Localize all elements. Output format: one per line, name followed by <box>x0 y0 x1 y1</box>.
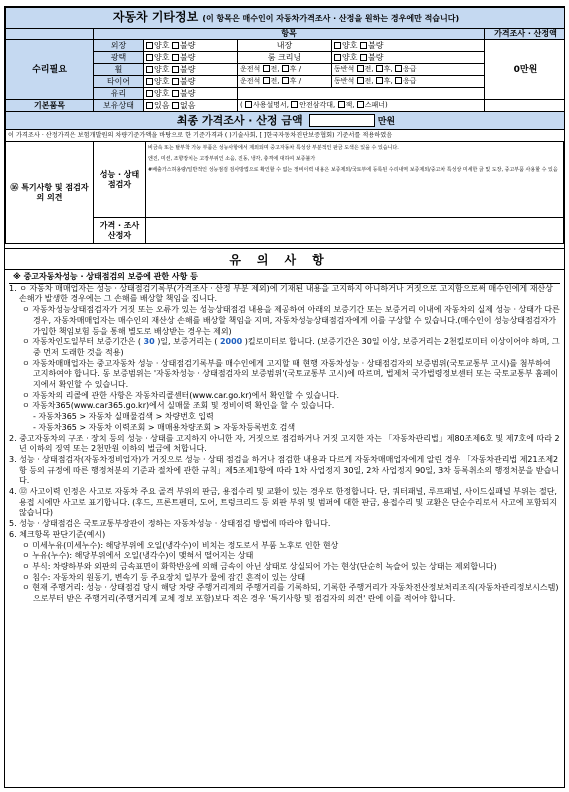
checkbox-exterior-good[interactable] <box>146 42 153 49</box>
checkbox-none[interactable] <box>172 102 179 109</box>
checkbox-manual[interactable] <box>245 101 252 108</box>
col-item-header: 항목 <box>94 29 485 40</box>
opinion-line: #배출가스허용량/일반적인 성능점검 검사방법으로 확인할 수 없는 정비이력 내용은 보증제외/국토부에 등록된 수리내역 보증제외/중고차 특성상 미세한 긁 및 도장, 중고부품 사용할 수 있음 <box>148 167 558 173</box>
repair-price: 0만원 <box>485 40 566 100</box>
notice-item: ㅇ 자동차의 리콜에 관한 사항은 자동차리콜센터(www.car.go.kr)에서 확인할 수 있습니다. <box>22 390 340 400</box>
notice-item: ㅇ 자동차365(www.car365.go.kr)에서 실매물 조회 및 정비이력 확인을 할 수 있습니다. <box>22 401 335 411</box>
final-price-row <box>6 112 566 130</box>
basic-items-label: 기본품목 <box>6 100 94 112</box>
final-price-unit: 만원 <box>377 117 396 127</box>
final-price-input[interactable] <box>309 114 375 127</box>
special-notes-label: ⑯ 특기사항 및 점검자의 의견 <box>6 142 94 244</box>
checkbox-exterior-bad[interactable] <box>172 42 179 49</box>
notice-item: ㅇ 자동차인도일부터 보증기간은 ( 30 )일, 보증거리는 ( 2000 )킬로미터로 합니다. (보증기간은 30일 이상, 보증거리는 2천킬로미터 이상이어야 하며, 그 중 먼저 도래한 것을 적용) <box>22 337 560 357</box>
notice-subitem: - 자동차365 > 자동차 이력조회 > 매매용차량조회 > 자동차등록번호 검색 <box>33 422 296 432</box>
checkbox-wheel-bad[interactable] <box>172 66 179 73</box>
checkbox-tire-good[interactable] <box>146 78 153 85</box>
section-title <box>6 8 566 29</box>
price-basis-note: 이 가격조사 · 산정가격은 보험개발원의 차량기준가액을 바탕으로 한 기준가격과 ( )기술사회, [ ]한국자동차진단보증협회) 기준서를 적용하였음 <box>6 130 566 142</box>
checkbox-have[interactable] <box>146 102 153 109</box>
wheel-label: 휠 <box>94 64 144 76</box>
price-assessor-label: 가격 · 조사 산정자 <box>94 218 146 244</box>
interior-label: 내장 <box>238 40 332 52</box>
notice-item: 4. ⑫ 사고이력 인정은 사고로 자동차 주요 골격 부위의 판금, 용접수리 및 교환이 있는 경우로 한정합니다. 단, 쿼터패널, 루프패널, 사이드실패널 부위는 절단, 용접 시에만 사고로 표기합니다. (후드, 프론트펜더, 도어, 트렁크리드 등 외판 부위 및 범퍼에 대한 판금, 용접수리 및 교환은 단순수리로서 사고에 포함되지 않습니다) <box>9 487 558 518</box>
checkbox-gloss-bad[interactable] <box>172 54 179 61</box>
cleaning-label: 룸 크리닝 <box>238 52 332 64</box>
checkbox-tire-passenger-front[interactable] <box>357 77 364 84</box>
notice-item: ㅇ 침수: 자동차의 원동기, 변속기 등 주요장치 일부가 물에 잠긴 흔적이 있는 상태 <box>22 572 306 582</box>
gloss-label: 광택 <box>94 52 144 64</box>
checkbox-interior-bad[interactable] <box>360 42 367 49</box>
notice-item: 2. 중고자동차의 구조 · 장치 등의 성능 · 상태를 고지하지 아니한 자, 거짓으로 점검하거나 거짓 고지한 자는 「자동차관리법」제80조제6호 및 제7호에 따라 2년 이하의 징역 또는 2천만원 이하의 벌금에 처합니다. <box>9 433 560 454</box>
opinion-line: 엔진, 미션, 조향장치는 고장부위인 소음, 진동, 냉각, 충격에 대하여 보증불가 <box>148 156 316 162</box>
price-assessor-field[interactable] <box>146 218 564 244</box>
checkbox-tire-driver-front[interactable] <box>263 77 270 84</box>
special-notes-table <box>5 141 564 244</box>
section-title-text: 자동차 기타정보 <box>112 10 199 24</box>
checkbox-cleaning-good[interactable] <box>334 54 341 61</box>
checkbox-spanner[interactable] <box>357 101 364 108</box>
notice-item: ㅇ 현재 주행거리: 성능 · 상태점검 당시 해당 차량 주행거리계의 주행거리를 기록하되, 기록한 주행거리가 자동차전산정보처리조직(자동차관리정보시스템)으로부터 받은 주행거리(주행거리계 교체 정보 포함)보다 적은 경우 '특기사항 및 점검자의 의견' 란에 이를 적어야 합니다. <box>22 583 559 604</box>
checkbox-wheel-driver-front[interactable] <box>263 65 270 72</box>
notice-item: ㅇ 누유(누수): 해당부위에서 오일(냉각수)이 맺혀서 떨어지는 상태 <box>22 551 254 561</box>
checkbox-interior-good[interactable] <box>334 42 341 49</box>
inspector-opinion <box>146 142 564 218</box>
notice-item: 5. 성능 · 상태점검은 국토교통부장관이 정하는 자동차성능 · 상태점검 방법에 따라야 합니다. <box>9 519 331 529</box>
repair-needed-label: 수리필요 <box>6 40 94 100</box>
checkbox-triangle[interactable] <box>291 101 298 108</box>
other-info-table: 자동차 기타정보 (이 항목은 매수인이 자동차가격조사 · 산정을 원하는 경우에만 적습니다) 항목 가격조사 · 산정액 수리필요 외장 양호 불량 내장 양호 불량 0만원 광택 양호 불량 룸 크리닝 양호 불량 휠 양호 불량 운전석 전, 후 / 동반석 전, 후, 응급 타이어 양호 불량 운전석 전, 후 / 동반석 전, 후, 응급 유리 양호 불량 기본품목 보유상태 있음 없음 ( 사용설명서, 안전삼각대, 잭, 스패너) 최종 가격조사 · 산정 금액 만원 이 가격조사 · 산정가격은 보험개발원의 차량기준가액을 바탕으로 한 기준가격과 ( )기술사회, [ ]한국자동차진단보증협회) 기준서를 적용하였음 <box>5 7 565 142</box>
notice-item: ㅇ 부식: 차량하부와 외판의 금속표면이 화학반응에 의해 금속이 아닌 상태로 상실되어 가는 현상(단순히 녹슬어 있는 상태는 제외합니다) <box>22 561 497 571</box>
notice-item: ㅇ 자동차매매업자는 중고자동차 성능 · 상태점검기록부를 매수인에게 고지할 때 현행 자동차성능 · 상태점검자의 보증범위(국토교통부 고시)를 첨부하여 고지하여야 합니다. 동 보증범위는 '자동차성능 · 상태점검자의 보증범위'(국토교통부 고시)에 따르며, 법제처 국가법령정보센터 또는 국토교통부 홈페이지에서 확인할 수 있습니다. <box>22 358 559 390</box>
checkbox-cleaning-bad[interactable] <box>360 54 367 61</box>
checkbox-wheel-passenger-rear[interactable] <box>376 65 383 72</box>
checkbox-tire-driver-rear[interactable] <box>282 77 289 84</box>
warranty-km: 2000 <box>219 337 243 347</box>
checkbox-gloss-good[interactable] <box>146 54 153 61</box>
possession-label: 보유상태 <box>94 100 144 112</box>
checkbox-wheel-driver-rear[interactable] <box>282 65 289 72</box>
checkbox-wheel-emergency[interactable] <box>395 65 402 72</box>
checkbox-tire-bad[interactable] <box>172 78 179 85</box>
notice-item: 6. 체크항목 판단기준(예시) <box>9 529 106 539</box>
perf-inspector-label: 성능 · 상태 점검자 <box>94 142 146 218</box>
notice-item: 3. 성능 · 상태점검자(자동차정비업자)가 거짓으로 성능 · 상태 점검을 하거나 점검한 내용과 다르게 자동차매매업자에게 알린 경우 「자동차관리법 제21조제2항 등의 규정에 따른 행정처분의 기준과 절차에 관한 규칙」제5조제1항에 따라 1차 사업정지 30일, 2차 사업정지 90일, 3차 등록취소의 행정처분을 받습니다. <box>9 454 559 486</box>
warranty-days: 30 <box>143 337 155 347</box>
notice-list <box>5 270 564 605</box>
checkbox-glass-bad[interactable] <box>172 90 179 97</box>
opinion-line: 비금속 또는 탈부착 가능 부품은 성능사항에서 제외되며 중고자동차 특성상 부분적인 판금 도색은 있을 수 있습니다. <box>148 145 399 151</box>
checkbox-wheel-passenger-front[interactable] <box>357 65 364 72</box>
final-price-label: 최종 가격조사 · 산정 금액 <box>176 114 303 127</box>
checkbox-tire-passenger-rear[interactable] <box>376 77 383 84</box>
notice-title: 유의사항 <box>5 248 564 270</box>
inspection-form <box>4 6 565 788</box>
notice-item: ㅇ 자동차성능상태점검자가 거짓 또는 오류가 있는 성능상태점검 내용을 제공하여 아래의 보증기간 또는 보증거리 이내에 자동차의 실제 성능 · 상태가 다른 경우, 자동차매매업자는 매수인의 재산상 손해를 배상할 책임을 지며, 자동차성능상태점검자에게 이를 구상할 수 있습니다.(매수인이 성능상태점검자가 가입한 책임보험 등을 통해 별도로 배상받는 경우는 제외) <box>22 305 560 336</box>
col-price-header: 가격조사 · 산정액 <box>485 29 566 40</box>
notice-rule: ※ 중고자동차성능 · 상태점검의 보증에 관한 사항 등 <box>9 272 560 284</box>
exterior-label: 외장 <box>94 40 144 52</box>
notice-subitem: - 자동차365 > 자동차 실매물검색 > 차량번호 입력 <box>33 412 214 422</box>
notice-item: ㅇ 미세누유(미세누수): 해당부위에 오일(냉각수)이 비치는 정도로서 부품 노후로 인한 현상 <box>22 540 339 550</box>
tire-label: 타이어 <box>94 76 144 88</box>
checkbox-tire-emergency[interactable] <box>395 77 402 84</box>
section-subtitle: (이 항목은 매수인이 자동차가격조사 · 산정을 원하는 경우에만 적습니다) <box>202 14 460 23</box>
checkbox-jack[interactable] <box>338 101 345 108</box>
checkbox-wheel-good[interactable] <box>146 66 153 73</box>
glass-label: 유리 <box>94 88 144 100</box>
checkbox-glass-good[interactable] <box>146 90 153 97</box>
notice-item: 1. ㅇ 자동차 매매업자는 성능 · 상태점검기록부(가격조사 · 산정 부분 제외)에 기재된 내용을 고지하지 아니하거나 거짓으로 고지함으로써 매수인에게 재산상 손해가 발생한 경우에는 그 손해를 배상할 책임을 집니다. <box>9 283 553 304</box>
